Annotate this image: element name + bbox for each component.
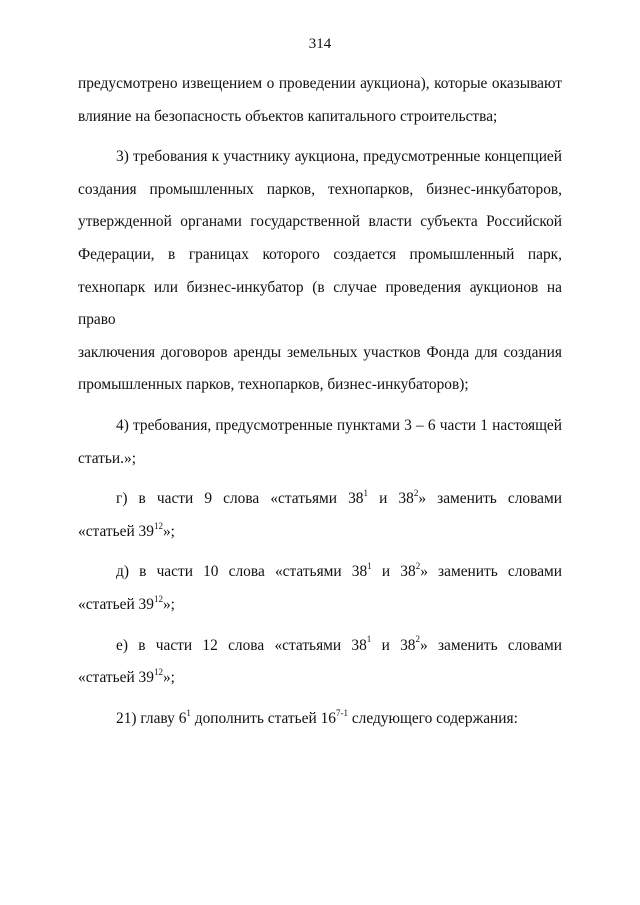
paragraph-subitem-d: д) в части 10 слова «статьями $38^1$ и $38^2$» заменить словами <box>116 561 563 581</box>
paragraph-subitem-e: е) в части 12 слова «статьями $38^1$ и $38^2$» заменить словами <box>116 634 563 654</box>
paragraph-subitem-e-line: «статьей $39^{12}$»; <box>78 666 175 687</box>
page-number: 314 <box>308 36 332 52</box>
paragraph-item-21: 21) главу $6^1$ дополнить статьей 16$^{7-1}$ следующего содержания: <box>116 707 518 727</box>
document-body <box>78 68 562 735</box>
paragraph-item-3-line: промышленных парков, технопарков, бизнес-инкубаторов); <box>78 376 469 394</box>
paragraph-item-3-line: Федерации, в границах которого создается промышленный парк, <box>78 245 562 263</box>
paragraph-item-3-line: утвержденной органами государственной власти субъекта Российской <box>78 213 562 231</box>
paragraph-continuation: предусмотрено извещением о проведении аукциона), которые оказывают <box>78 75 562 92</box>
paragraph-subitem-g: г) в части 9 слова «статьями $38^1$ и $38^2$» заменить словами <box>116 488 562 508</box>
paragraph-item-4-line: статьи.»; <box>78 449 136 467</box>
paragraph-continuation-end: влияние на безопасность объектов капитального строительства; <box>78 107 498 125</box>
paragraph-item-3-line: создания промышленных парков, технопарков, бизнес-инкубаторов, <box>78 180 562 198</box>
paragraph-item-3-line: заключения договоров аренды земельных участков Фонда для создания <box>78 343 562 361</box>
paragraph-subitem-d-line: «статьей $39^{12}$»; <box>78 593 175 613</box>
paragraph-subitem-g-line: «статьей $39^{12}$»; <box>78 520 175 540</box>
paragraph-item-4: 4) требования, предусмотренные пунктами 3 – 6 части 1 настоящей <box>116 416 562 434</box>
paragraph-item-3-line: технопарк или бизнес-инкубатор (в случае проведения аукционов на право <box>78 278 562 329</box>
paragraph-item-3: 3) требования к участнику аукциона, предусмотренные концепцией <box>116 148 562 166</box>
